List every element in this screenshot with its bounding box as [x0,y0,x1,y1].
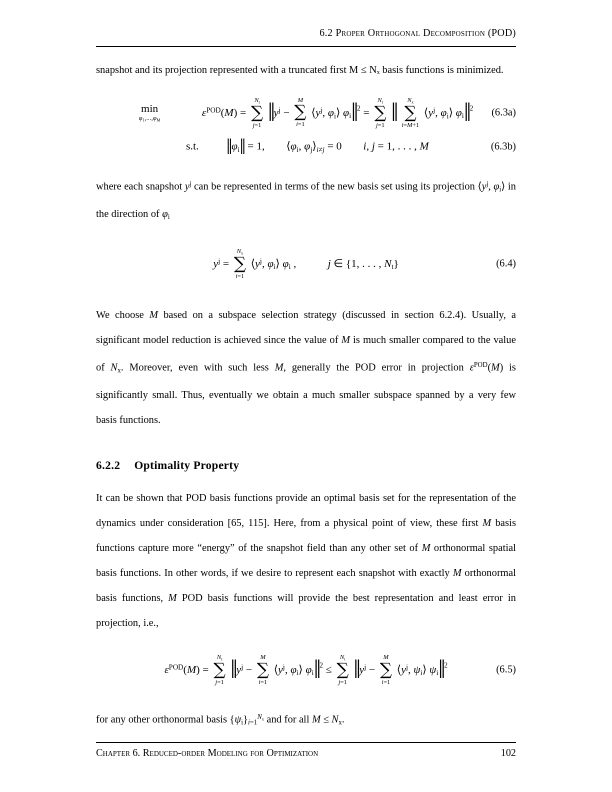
paragraph-3: We choose M based on a subspace selection strategy (discussed in section 6.2.4). Usually, a significant model reduction is achieved since the value of M is much smaller compared to the value of $N_x$. Moreover, even with such less M, generally the POD error in projection $\varepsilon^{POD}(M)$ is significantly small. Thus, eventually we obtain a much smaller subspace spanned by a very few basis functions. [96,309,516,427]
paragraph-2: where each snapshot $y^j$ can be represented in terms of the new basis set using its projection $⟨y^j$, $\varphi_i⟩$ in the direction of $\varphi_i$ [96,180,516,222]
equation-6.3b-body: s.t. $‖\varphi_i‖ = 1$, $⟨\varphi_i$, $\varphi_j⟩_{i\ne j} = 0$ i, j = 1, . . . , M [185,133,429,159]
summation-i-1: M ∑ i=1 [294,96,307,129]
footer-rule [96,742,516,743]
equation-6.4-row [96,248,516,281]
equation-6.3 [96,97,516,158]
page-content [96,58,516,735]
equation-6.5 [96,654,516,687]
equation-number-6.4: (6.4) [496,258,516,270]
equation-6.5-body: $\varepsilon^{POD}(M)$ = $N_t$ ∑ j=1 $‖y^j$ − M ∑ i=1 $⟨y^j$, $\varphi_i⟩$ $\varphi_i‖^2$ ≤ $N_t$ ∑ j=1 $‖y^j$ − M ∑ i=1 $⟨y^j$, $\psi_i⟩$ $\psi_i‖^2$ [164,653,448,686]
constraint-label: s.t. [185,140,199,153]
equation-number-6.3a: (6.3a) [491,107,516,119]
running-header [96,28,516,39]
equation-6.3a-row [96,97,516,130]
equation-6.4 [96,248,516,281]
equation-6.4-body: $y^j$ = $N_x$ ∑ i=1 $⟨y^j$, $\varphi_i⟩$ $\varphi_i$ , j ∈ {1, . . . , $N_t$} [213,247,399,280]
section-number: 6.2.2 [96,459,121,473]
summation-i-6.5-left: M ∑ i=1 [256,654,269,686]
summation-j: $N_t$ ∑ j=1 [250,96,264,129]
equation-6.5-row [96,654,516,687]
equation-number-6.5: (6.5) [496,664,516,676]
paragraph-4: It can be shown that POD basis functions provide an optimal basis set for the representation of the dynamics under consideration [65, 115]. Here, from a physical point of view, these first M basis functions capture more “energy” of the snapshot field than any other set of M orthonormal spatial basis functions. In other words, if we desire to represent each snapshot with exactly M orthonormal basis functions, M POD basis functions will provide the best representation and least error in projection, i.e., [96,493,516,630]
summation-j-6.5-left: $N_t$ ∑ j=1 [213,653,226,686]
page-footer [96,748,516,759]
paragraph-1: snapshot and its projection represented with a truncated first M ≤ Nₓ basis functions is minimized. [96,65,504,76]
equation-6.3a-body: min $\varphi_1,...,\varphi_M$ $\varepsilon^{POD}(M)$ = $N_t$ ∑ j=1 $‖y^j$ − M ∑ i=1 $⟨y^j$, $\varphi_i⟩$ $\varphi_i‖^2$ = $N_t$ ∑ j=1 ‖ $N_x$ ∑ i=M+1 $⟨y^j$, $\varphi_i⟩$ $\varphi_i‖^2$ [138,96,474,129]
summation-i-6.5-right: M ∑ i=1 [379,654,393,686]
paragraph-5: for any other orthonormal basis $\{\psi_i\}_{i=1}^{N_x}$ and for all $M \le N_x$. [96,713,345,727]
section-heading [96,459,516,472]
header-rule [96,46,516,47]
summation-i-M1: $N_x$ ∑ i=M+1 [401,96,420,129]
summation-j-6.5-right: $N_t$ ∑ j=1 [336,653,349,686]
summation-i-6.4: $N_x$ ∑ i=1 [233,247,246,280]
footer-page-number: 102 [500,748,516,759]
equation-6.3b-row [96,133,516,159]
summation-j-2: $N_t$ ∑ j=1 [374,96,387,129]
footer-chapter: Chapter 6. Reduced-order Modeling for Optimization [96,748,319,759]
min-operator: min $\varphi_1,...,\varphi_M$ [138,103,161,123]
equation-number-6.3b: (6.3b) [490,141,516,153]
running-header-text: 6.2 Proper Orthogonal Decomposition (POD) [319,28,516,39]
section-title: Optimality Property [134,459,240,473]
